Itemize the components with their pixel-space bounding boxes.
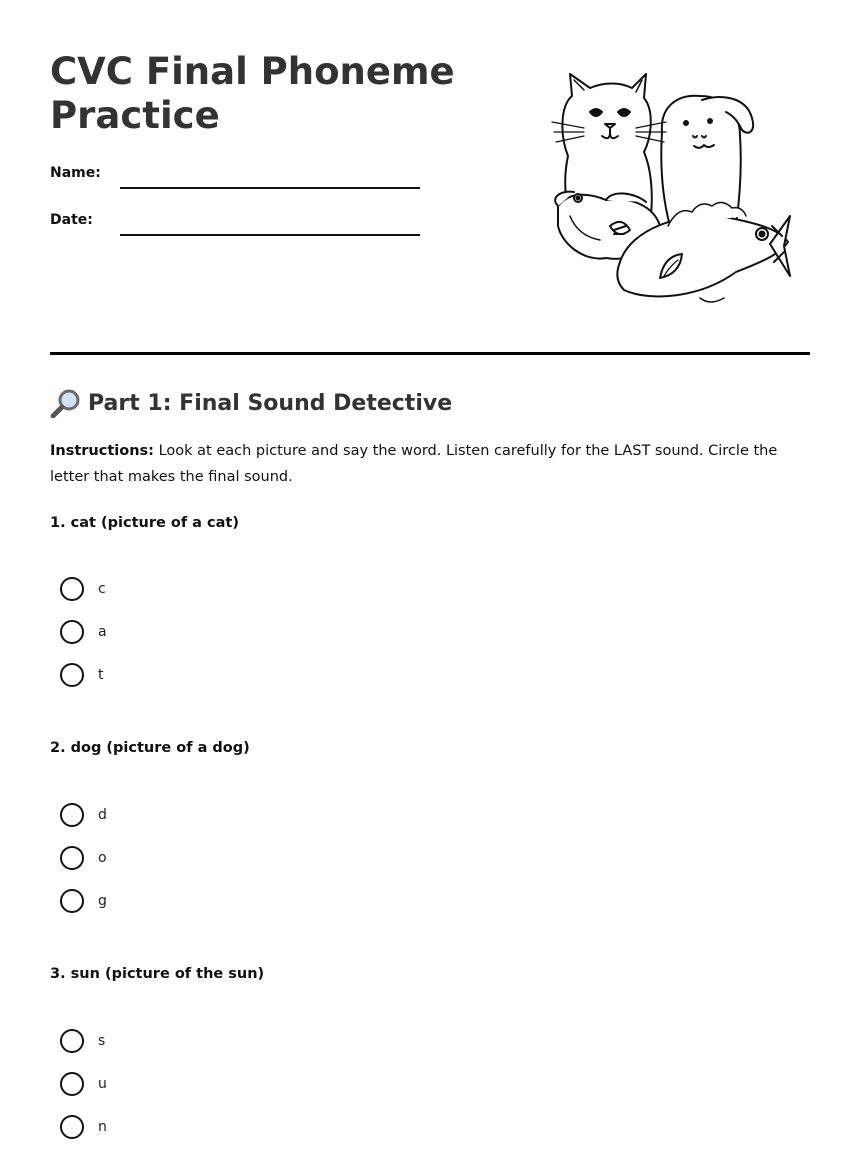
option-label: a	[98, 624, 107, 640]
option-label: o	[98, 850, 107, 866]
part1-heading-text: Part 1: Final Sound Detective	[88, 390, 453, 416]
option-label: g	[98, 893, 107, 909]
option-row[interactable]	[60, 1071, 107, 1097]
radio-button[interactable]	[60, 889, 84, 913]
question-3	[50, 963, 550, 1135]
radio-button[interactable]	[60, 577, 84, 601]
name-field	[50, 165, 420, 189]
question-title: 2. dog (picture of a dog)	[50, 740, 250, 756]
name-line[interactable]	[120, 187, 420, 189]
instructions	[50, 438, 800, 490]
name-label: Name:	[50, 165, 101, 181]
question-title: 1. cat (picture of a cat)	[50, 515, 239, 531]
worksheet-page	[50, 0, 810, 1135]
worksheet-header	[50, 0, 810, 355]
option-row[interactable]	[60, 888, 107, 914]
option-row[interactable]	[60, 619, 107, 645]
option-row[interactable]	[60, 1114, 107, 1140]
option-label: t	[98, 667, 104, 683]
part1-heading	[50, 388, 452, 418]
radio-button[interactable]	[60, 1115, 84, 1139]
instructions-text: Look at each picture and say the word. Listen carefully for the LAST sound. Circle the letter that makes the final sound.	[50, 443, 778, 485]
option-label: c	[98, 581, 106, 597]
option-row[interactable]	[60, 802, 107, 828]
date-line[interactable]	[120, 234, 420, 236]
radio-button[interactable]	[60, 846, 84, 870]
question-2	[50, 737, 550, 909]
question-title: 3. sun (picture of the sun)	[50, 966, 265, 982]
cat-dog-fish-illustration-icon	[550, 66, 800, 310]
radio-button[interactable]	[60, 1072, 84, 1096]
option-row[interactable]	[60, 662, 104, 688]
radio-button[interactable]	[60, 663, 84, 687]
option-row[interactable]	[60, 845, 107, 871]
page-title: CVC Final Phoneme Practice	[50, 50, 455, 137]
radio-button[interactable]	[60, 803, 84, 827]
option-row[interactable]	[60, 576, 106, 602]
question-1	[50, 512, 550, 683]
magnifying-glass-icon	[50, 388, 82, 418]
option-label: u	[98, 1076, 107, 1092]
radio-button[interactable]	[60, 620, 84, 644]
option-label: d	[98, 807, 107, 823]
option-row[interactable]	[60, 1028, 105, 1054]
option-label: n	[98, 1119, 107, 1135]
radio-button[interactable]	[60, 1029, 84, 1053]
option-label: s	[98, 1033, 106, 1049]
date-label: Date:	[50, 212, 93, 228]
date-field	[50, 212, 420, 236]
instructions-label: Instructions:	[50, 443, 154, 459]
